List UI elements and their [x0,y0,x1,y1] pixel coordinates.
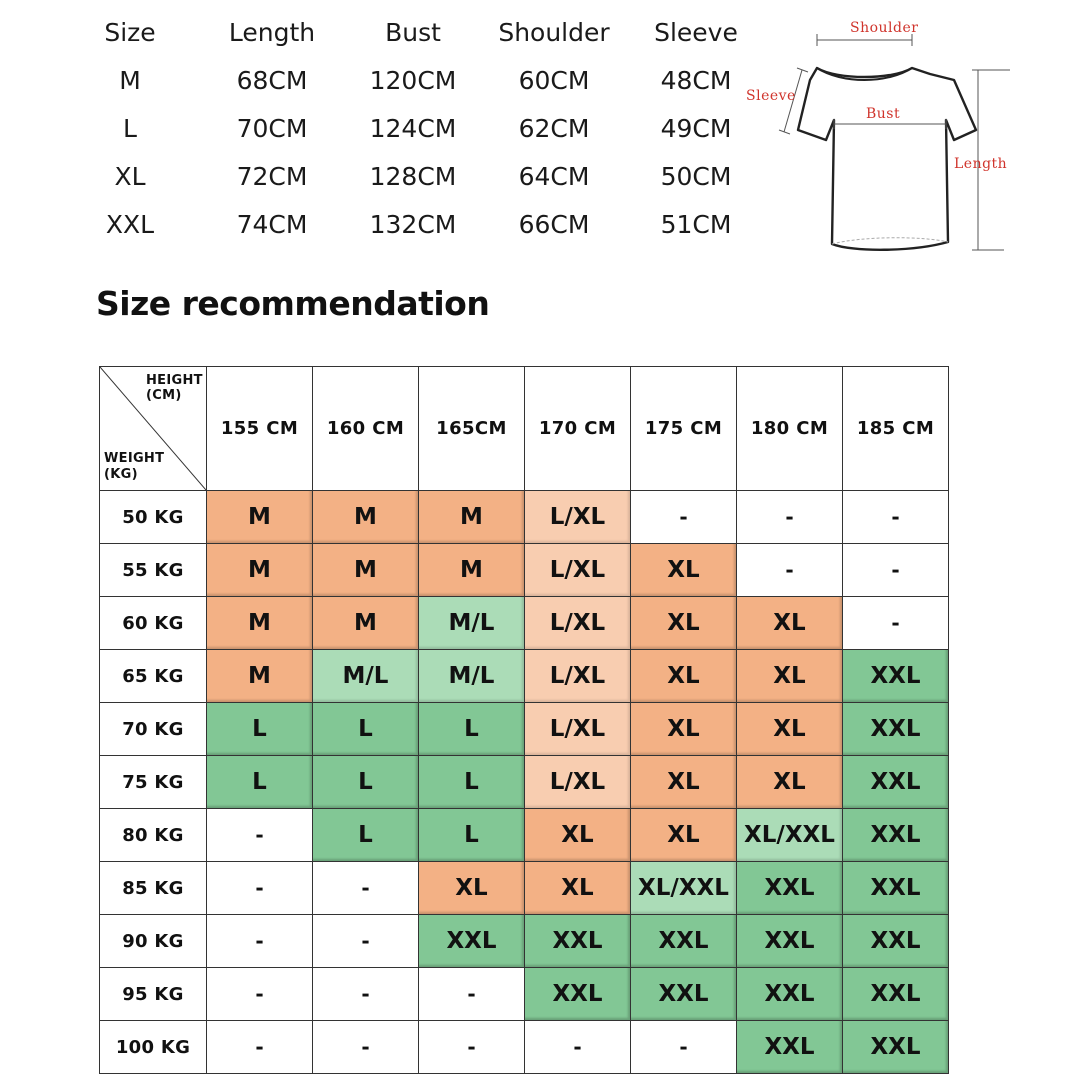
weight-label-cell: 55 KG [100,544,207,597]
sleeve-cell: 50CM [660,162,732,191]
size-recommendation-cell: - [313,862,419,915]
size-recommendation-cell: L [419,703,525,756]
bust-cell: 132CM [369,210,457,239]
height-header-row [100,367,949,491]
size-recommendation-cell: - [631,491,737,544]
bust-cell: 120CM [369,66,457,95]
weight-label-cell: 50 KG [100,491,207,544]
header-sleeve: Sleeve [654,18,738,47]
size-recommendation-cell: XL/XXL [631,862,737,915]
height-header-cell: 185 CM [843,367,949,491]
size-recommendation-cell: XXL [843,968,949,1021]
size-recommendation-cell: M/L [419,597,525,650]
size-recommendation-cell: XXL [843,915,949,968]
measurement-table [60,12,760,252]
weight-label-cell: 95 KG [100,968,207,1021]
size-recommendation-cell: - [313,1021,419,1074]
size-recommendation-cell: - [207,915,313,968]
diagram-label-length: Length [954,156,1008,172]
size-recommendation-cell: - [207,1021,313,1074]
size-recommendation-cell: - [207,809,313,862]
weight-row [100,915,949,968]
weight-row [100,650,949,703]
weight-row [100,968,949,1021]
corner-height-label [146,373,203,403]
size-recommendation-cell: XL [631,703,737,756]
size-recommendation-cell: XXL [843,809,949,862]
size-recommendation-cell: XXL [843,756,949,809]
size-recommendation-cell: XXL [737,915,843,968]
size-cell: XL [114,162,146,191]
size-recommendation-cell: L [313,809,419,862]
tshirt-diagram [742,14,1022,264]
height-header-cell: 175 CM [631,367,737,491]
size-recommendation-cell: XXL [737,862,843,915]
size-recommendation-cell: L/XL [525,703,631,756]
size-recommendation-cell: M/L [313,650,419,703]
size-recommendation-cell: - [737,491,843,544]
size-recommendation-cell: - [207,968,313,1021]
size-recommendation-cell: - [207,862,313,915]
size-recommendation-cell: L [313,756,419,809]
size-recommendation-cell: M/L [419,650,525,703]
size-recommendation-cell: XL [419,862,525,915]
diagram-label-sleeve: Sleeve [746,88,796,104]
weight-row [100,703,949,756]
weight-label-cell: 65 KG [100,650,207,703]
size-recommendation-cell: M [313,597,419,650]
measurement-row [60,60,760,108]
header-bust: Bust [385,18,441,47]
corner-weight-text: WEIGHT (KG) [104,451,165,482]
size-recommendation-cell: XXL [737,968,843,1021]
size-recommendation-cell: XL [631,756,737,809]
size-recommendation-cell: L/XL [525,650,631,703]
size-recommendation-cell: L/XL [525,597,631,650]
weight-row [100,756,949,809]
height-header-cell: 165CM [419,367,525,491]
size-recommendation-cell: M [313,544,419,597]
size-recommendation-cell: XL [631,650,737,703]
size-recommendation-cell: XL [631,809,737,862]
height-header-cell: 170 CM [525,367,631,491]
size-recommendation-cell: XL [737,703,843,756]
size-recommendation-cell: - [313,968,419,1021]
size-recommendation-cell: - [843,597,949,650]
size-recommendation-cell: XXL [419,915,525,968]
size-recommendation-table [99,366,949,1074]
size-recommendation-cell: - [843,491,949,544]
size-recommendation-title: Size recommendation [96,284,490,323]
tshirt-outline-icon [742,14,1022,264]
size-recommendation-cell: XL [737,650,843,703]
sleeve-cell: 48CM [660,66,732,95]
size-recommendation-cell: L [207,756,313,809]
size-recommendation-cell: XXL [843,650,949,703]
size-recommendation-cell: M [419,544,525,597]
shoulder-cell: 66CM [518,210,590,239]
bust-cell: 124CM [369,114,457,143]
weight-label-cell: 100 KG [100,1021,207,1074]
height-header-cell: 160 CM [313,367,419,491]
weight-label-cell: 80 KG [100,809,207,862]
size-recommendation-cell: M [207,544,313,597]
size-recommendation-cell: M [313,491,419,544]
size-recommendation-cell: XXL [631,968,737,1021]
size-recommendation-cell: - [419,1021,525,1074]
shoulder-cell: 64CM [518,162,590,191]
size-recommendation-cell: XL [525,809,631,862]
length-cell: 68CM [236,66,308,95]
size-recommendation-cell: L/XL [525,544,631,597]
header-shoulder: Shoulder [498,18,610,47]
size-recommendation-cell: XXL [737,1021,843,1074]
height-header-cell: 155 CM [207,367,313,491]
size-cell: L [123,114,137,143]
size-recommendation-cell: XL [631,597,737,650]
size-recommendation-cell: - [313,915,419,968]
corner-cell [100,367,207,491]
size-recommendation-cell: - [631,1021,737,1074]
size-recommendation-cell: XL/XXL [737,809,843,862]
length-cell: 70CM [236,114,308,143]
measurement-row [60,204,760,252]
size-recommendation-cell: L [207,703,313,756]
header-length: Length [228,18,316,47]
corner-height-text: HEIGHT (CM) [146,373,203,403]
length-cell: 72CM [236,162,308,191]
size-recommendation-cell: L [419,756,525,809]
weight-row [100,597,949,650]
size-recommendation-cell: - [843,544,949,597]
diagram-label-shoulder: Shoulder [850,20,919,36]
size-cell: M [119,66,141,95]
shoulder-cell: 62CM [518,114,590,143]
size-recommendation-cell: XXL [843,862,949,915]
size-recommendation-cell: XXL [525,968,631,1021]
size-recommendation-cell: L [419,809,525,862]
size-recommendation-cell: L [313,703,419,756]
weight-label-cell: 70 KG [100,703,207,756]
diagram-label-bust: Bust [866,106,901,122]
size-cell: XXL [105,210,155,239]
header-size: Size [104,18,156,47]
size-recommendation-cell: L/XL [525,491,631,544]
weight-row [100,862,949,915]
weight-label-cell: 90 KG [100,915,207,968]
size-recommendation-cell: XL [631,544,737,597]
weight-row [100,1021,949,1074]
height-header-cell: 180 CM [737,367,843,491]
weight-label-cell: 85 KG [100,862,207,915]
weight-row [100,544,949,597]
measurement-row [60,108,760,156]
size-recommendation-cell: XXL [843,703,949,756]
length-cell: 74CM [236,210,308,239]
size-recommendation-cell: XXL [631,915,737,968]
size-recommendation-cell: XL [737,756,843,809]
measurement-header-row [60,12,760,60]
corner-weight-label [104,451,164,483]
size-recommendation-cell: XXL [843,1021,949,1074]
size-recommendation-cell: M [207,491,313,544]
bust-cell: 128CM [369,162,457,191]
size-recommendation-cell: M [419,491,525,544]
size-recommendation-cell: L/XL [525,756,631,809]
size-recommendation-cell: XXL [525,915,631,968]
size-recommendation-cell: - [419,968,525,1021]
size-recommendation-cell: M [207,650,313,703]
sleeve-cell: 51CM [660,210,732,239]
size-recommendation-cell: XL [525,862,631,915]
size-recommendation-cell: XL [737,597,843,650]
shoulder-cell: 60CM [518,66,590,95]
weight-row [100,491,949,544]
size-recommendation-cell: - [737,544,843,597]
sleeve-cell: 49CM [660,114,732,143]
size-recommendation-cell: - [525,1021,631,1074]
weight-label-cell: 75 KG [100,756,207,809]
size-recommendation-cell: M [207,597,313,650]
measurement-row [60,156,760,204]
weight-row [100,809,949,862]
weight-label-cell: 60 KG [100,597,207,650]
